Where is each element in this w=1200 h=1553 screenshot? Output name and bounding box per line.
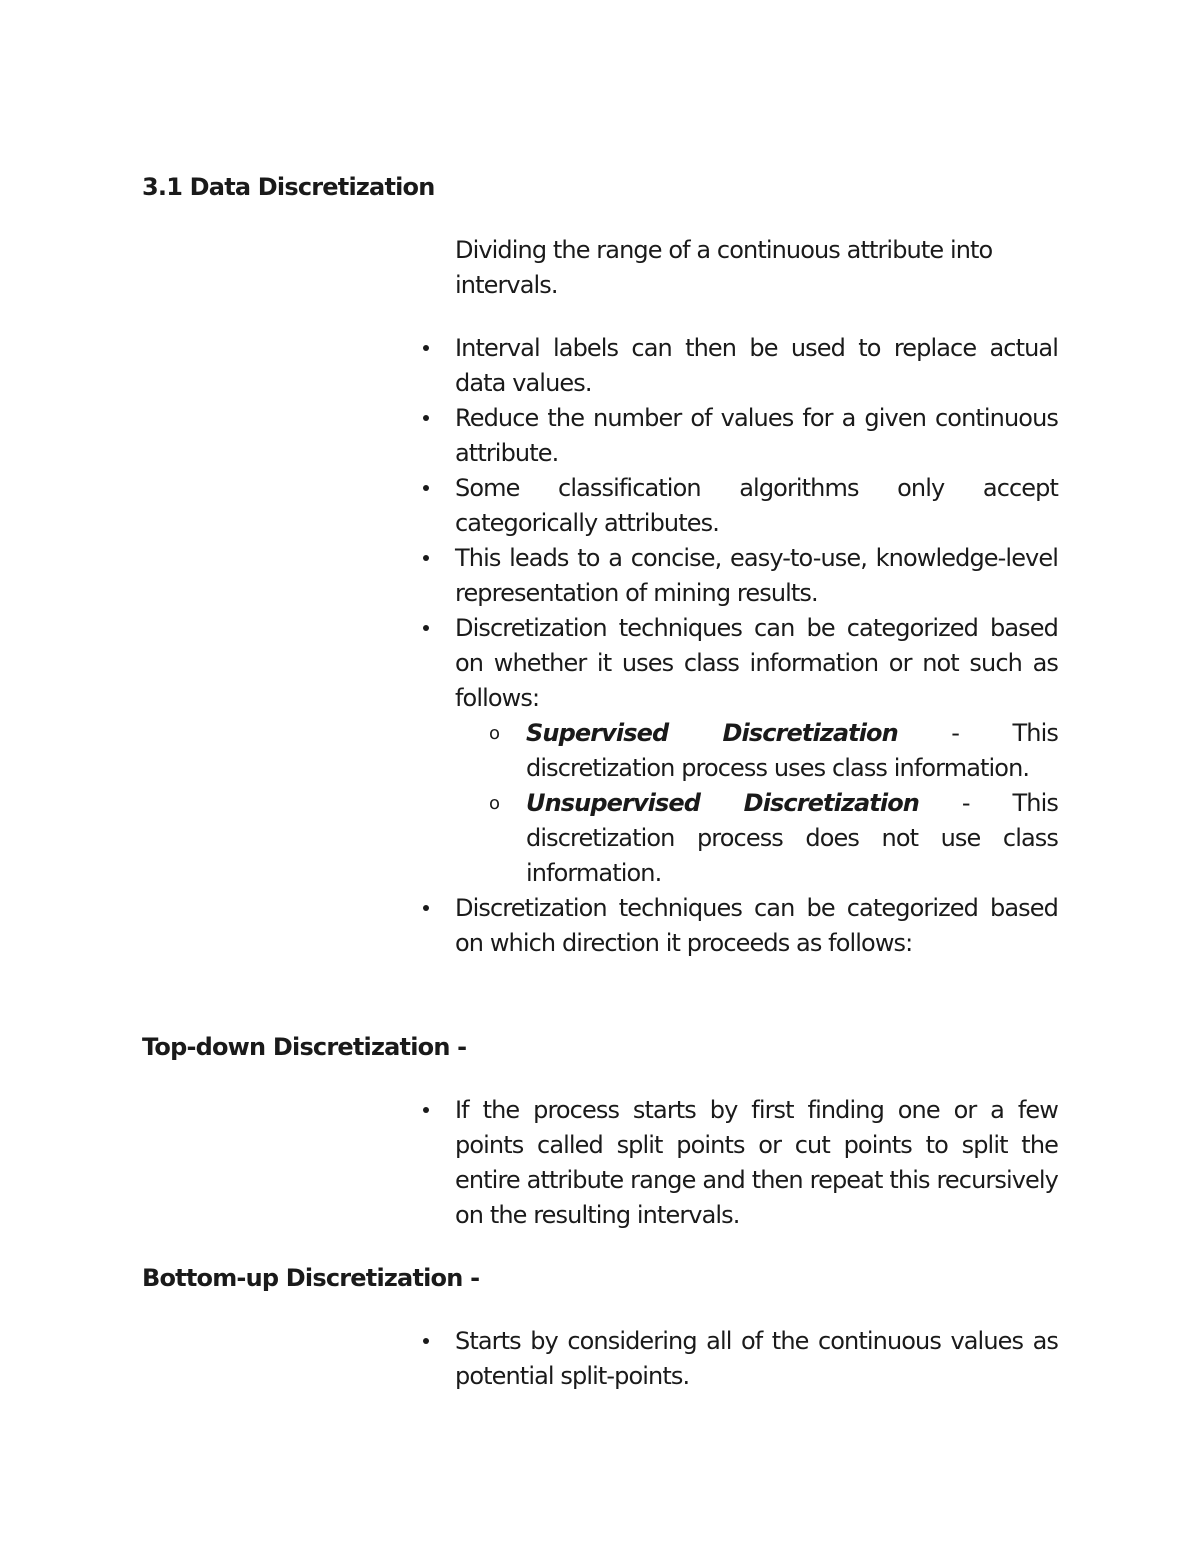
section-body-top-down xyxy=(455,1093,1058,1233)
section-heading-top-down: Top-down Discretization - xyxy=(142,1033,467,1061)
section-body-bottom-up xyxy=(455,1324,1058,1394)
term-supervised-discretization: Supervised Discretization xyxy=(526,719,898,747)
bullet-item: Discretization techniques can be categorized based on whether it uses class information or not such as follows: xyxy=(455,611,1058,716)
bullet-item: Starts by considering all of the continuous values as potential split-points. xyxy=(455,1324,1058,1394)
sub-bullet-item: o Supervised Discretization - This discretization process uses class information. xyxy=(526,716,1058,786)
section-body-data-discretization xyxy=(455,233,1058,961)
bullet-item: Reduce the number of values for a given continuous attribute. xyxy=(455,401,1058,471)
term-unsupervised-discretization: Unsupervised Discretization xyxy=(526,789,919,817)
paragraph-spacer xyxy=(455,303,1058,331)
bullet-item: Interval labels can then be used to replace actual data values. xyxy=(455,331,1058,401)
bullet-item: Discretization techniques can be categorized based on which direction it proceeds as follows: xyxy=(455,891,1058,961)
section-heading-bottom-up: Bottom-up Discretization - xyxy=(142,1264,480,1292)
sub-bullet-marker: o xyxy=(489,793,500,814)
sub-bullet-item: o Unsupervised Discretization - This discretization process does not use class information. xyxy=(526,786,1058,891)
section-heading-data-discretization: 3.1 Data Discretization xyxy=(142,173,435,201)
sub-bullet-marker: o xyxy=(489,723,500,744)
bullet-item: This leads to a concise, easy-to-use, knowledge-level representation of mining results. xyxy=(455,541,1058,611)
intro-paragraph: Dividing the range of a continuous attribute into intervals. xyxy=(455,236,993,299)
bullet-item: If the process starts by first finding one or a few points called split points or cut points to split the entire attribute range and then repeat this recursively on the resulting intervals. xyxy=(455,1093,1058,1233)
bullet-item: Some classification algorithms only accept categorically attributes. xyxy=(455,471,1058,541)
